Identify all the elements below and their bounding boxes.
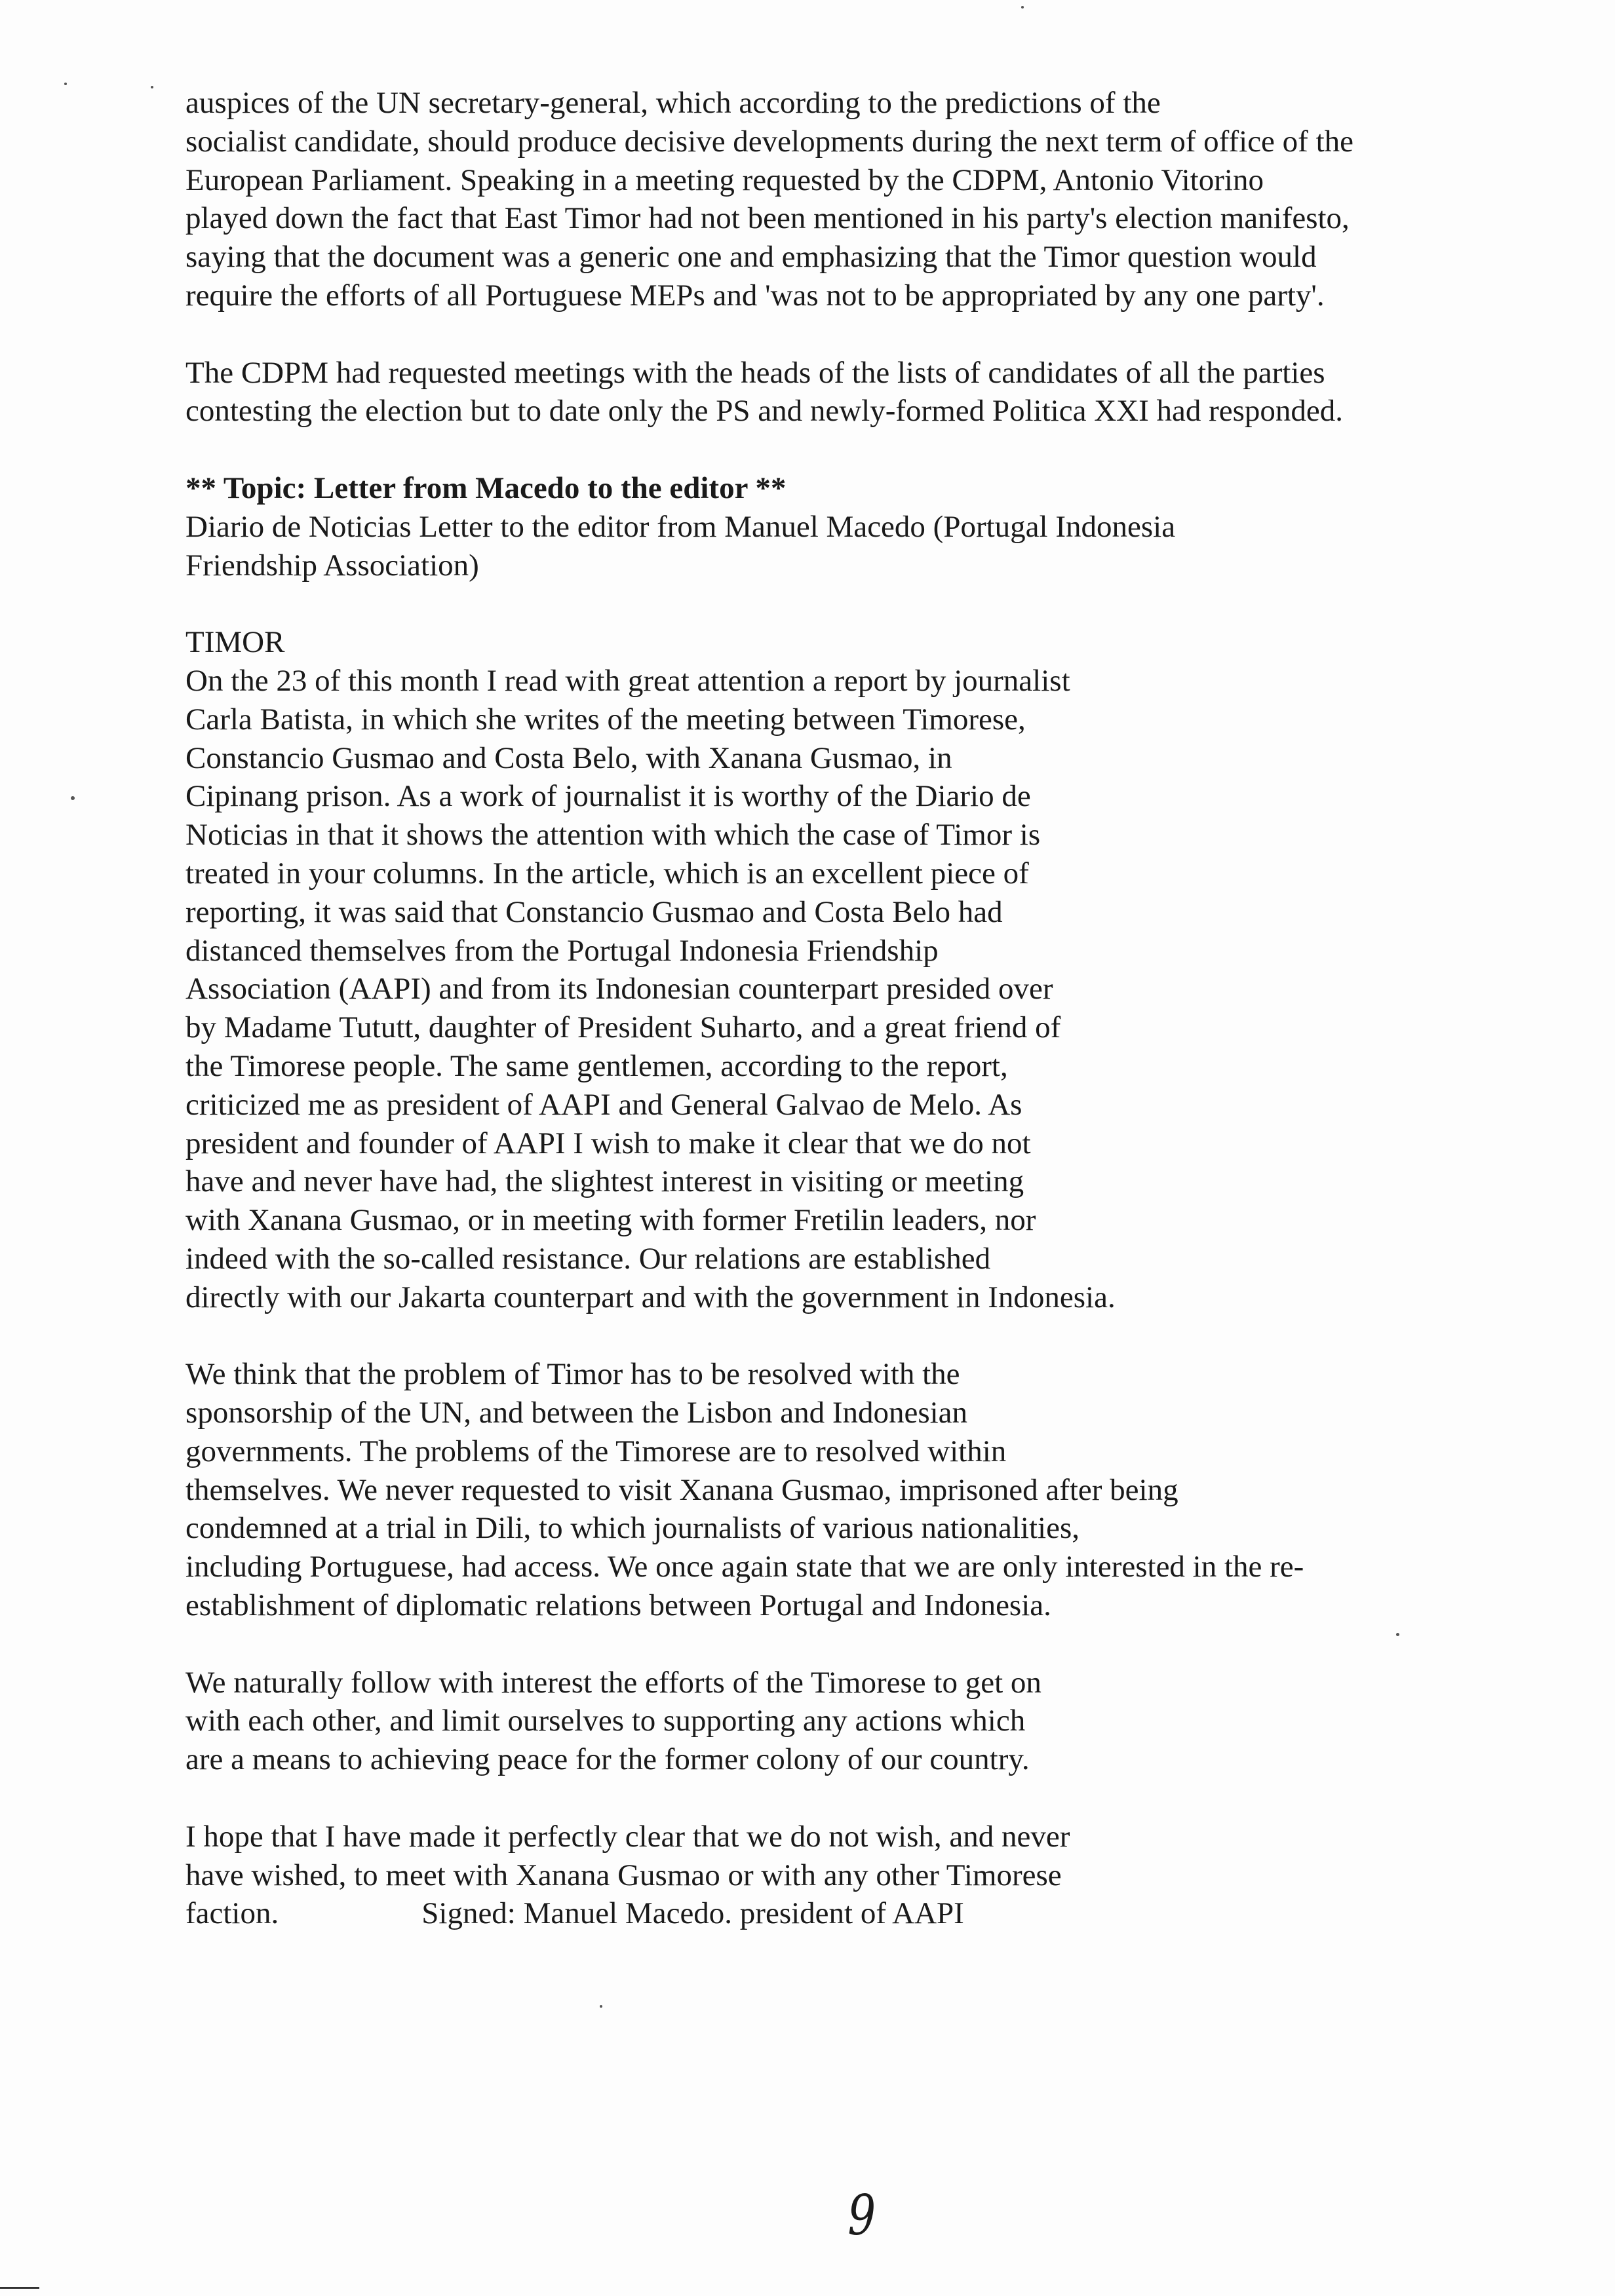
text-line: president and founder of AAPI I wish to make it clear that we do not (185, 1126, 1031, 1160)
paragraph-gap (185, 315, 1496, 354)
paragraph-gap (185, 1779, 1496, 1818)
letter-paragraph-3 (185, 1664, 1496, 1779)
text-line: are a means to achieving peace for the former colony of our country. (185, 1742, 1030, 1777)
text-line: distanced themselves from the Portugal Indonesia Friendship (185, 933, 939, 968)
text-line: including Portuguese, had access. We once again state that we are only interested in the re- (185, 1550, 1304, 1584)
scan-edge-mark (0, 2287, 39, 2289)
text-line: treated in your columns. In the article, which is an excellent piece of (185, 856, 1029, 890)
paragraph-gap (185, 584, 1496, 623)
paragraph-gap (185, 1317, 1496, 1356)
scan-speck (600, 2005, 602, 2008)
text-line: sponsorship of the UN, and between the Lisbon and Indonesian (185, 1396, 968, 1430)
text-line: socialist candidate, should produce decisive developments during the next term of office of the (185, 124, 1353, 159)
text-line: directly with our Jakarta counterpart and with the government in Indonesia. (185, 1280, 1116, 1314)
text-line: saying that the document was a generic one and emphasizing that the Timor question would (185, 240, 1317, 275)
text-line: On the 23 of this month I read with great attention a report by journalist (185, 663, 1070, 698)
cdpm-paragraph (185, 354, 1496, 431)
text-line: by Madame Tututt, daughter of President Suharto, and a great friend of (185, 1010, 1061, 1045)
text-line: Friendship Association) (185, 548, 479, 583)
letter-paragraph-2 (185, 1355, 1496, 1625)
page-number: 9 (847, 2183, 876, 2248)
document-body (185, 84, 1496, 1933)
text-line: played down the fact that East Timor had not been mentioned in his party's election manifesto, (185, 201, 1350, 236)
text-line: Carla Batista, in which she writes of the meeting between Timorese, (185, 702, 1026, 737)
text-line: Constancio Gusmao and Costa Belo, with Xanana Gusmao, in (185, 740, 952, 775)
text-line: Association (AAPI) and from its Indonesian counterpart presided over (185, 972, 1053, 1006)
intro-paragraph (185, 84, 1496, 315)
text-line: European Parliament. Speaking in a meeting requested by the CDPM, Antonio Vitorino (185, 163, 1264, 197)
text-line: establishment of diplomatic relations between Portugal and Indonesia. (185, 1588, 1051, 1623)
closing-lead: faction. (185, 1896, 279, 1931)
scan-speck (151, 86, 153, 88)
text-line: have and never have had, the slightest interest in visiting or meeting (185, 1164, 1024, 1199)
scan-speck (1021, 6, 1024, 9)
text-line: I hope that I have made it perfectly clear that we do not wish, and never (185, 1819, 1070, 1854)
scan-speck (71, 796, 75, 800)
paragraph-gap (185, 1625, 1496, 1664)
paragraph-gap (185, 430, 1496, 469)
signature: Signed: Manuel Macedo. president of AAPI (421, 1896, 964, 1931)
text-line: reporting, it was said that Constancio Gusmao and Costa Belo had (185, 894, 1003, 929)
text-line: We naturally follow with interest the efforts of the Timorese to get on (185, 1665, 1041, 1700)
text-line: We think that the problem of Timor has to be resolved with the (185, 1357, 960, 1392)
letter-paragraph-4 (185, 1818, 1496, 1933)
text-line: auspices of the UN secretary-general, which according to the predictions of the (185, 86, 1161, 120)
text-line: criticized me as president of AAPI and General Galvao de Melo. As (185, 1087, 1022, 1122)
text-line: with each other, and limit ourselves to supporting any actions which (185, 1704, 1026, 1738)
text-line: Diario de Noticias Letter to the editor from Manuel Macedo (Portugal Indonesia (185, 509, 1176, 544)
scan-speck (1396, 1633, 1399, 1636)
text-line: with Xanana Gusmao, or in meeting with former Fretilin leaders, nor (185, 1203, 1036, 1238)
closing-line (185, 1894, 1496, 1933)
letter-title: TIMOR (185, 625, 285, 660)
source-info (185, 508, 1496, 585)
text-line: themselves. We never requested to visit Xanana Gusmao, imprisoned after being (185, 1472, 1178, 1507)
text-line: Noticias in that it shows the attention with which the case of Timor is (185, 818, 1041, 852)
text-line: governments. The problems of the Timorese are to resolved within (185, 1434, 1007, 1468)
text-line: condemned at a trial in Dili, to which journalists of various nationalities, (185, 1511, 1080, 1546)
topic-heading: ** Topic: Letter from Macedo to the editor ** (185, 470, 787, 505)
scan-speck (64, 83, 67, 85)
text-line: have wished, to meet with Xanana Gusmao or with any other Timorese (185, 1858, 1062, 1892)
text-line: indeed with the so-called resistance. Our relations are established (185, 1241, 991, 1276)
text-line: Cipinang prison. As a work of journalist it is worthy of the Diario de (185, 779, 1031, 814)
text-line: the Timorese people. The same gentlemen, according to the report, (185, 1048, 1008, 1083)
text-line: The CDPM had requested meetings with the heads of the lists of candidates of all the parties (185, 355, 1325, 390)
text-line: require the efforts of all Portuguese MEPs and 'was not to be appropriated by any one party'. (185, 278, 1325, 313)
letter-paragraph-1 (185, 662, 1496, 1317)
text-line: contesting the election but to date only the PS and newly-formed Politica XXI had responded. (185, 394, 1344, 429)
